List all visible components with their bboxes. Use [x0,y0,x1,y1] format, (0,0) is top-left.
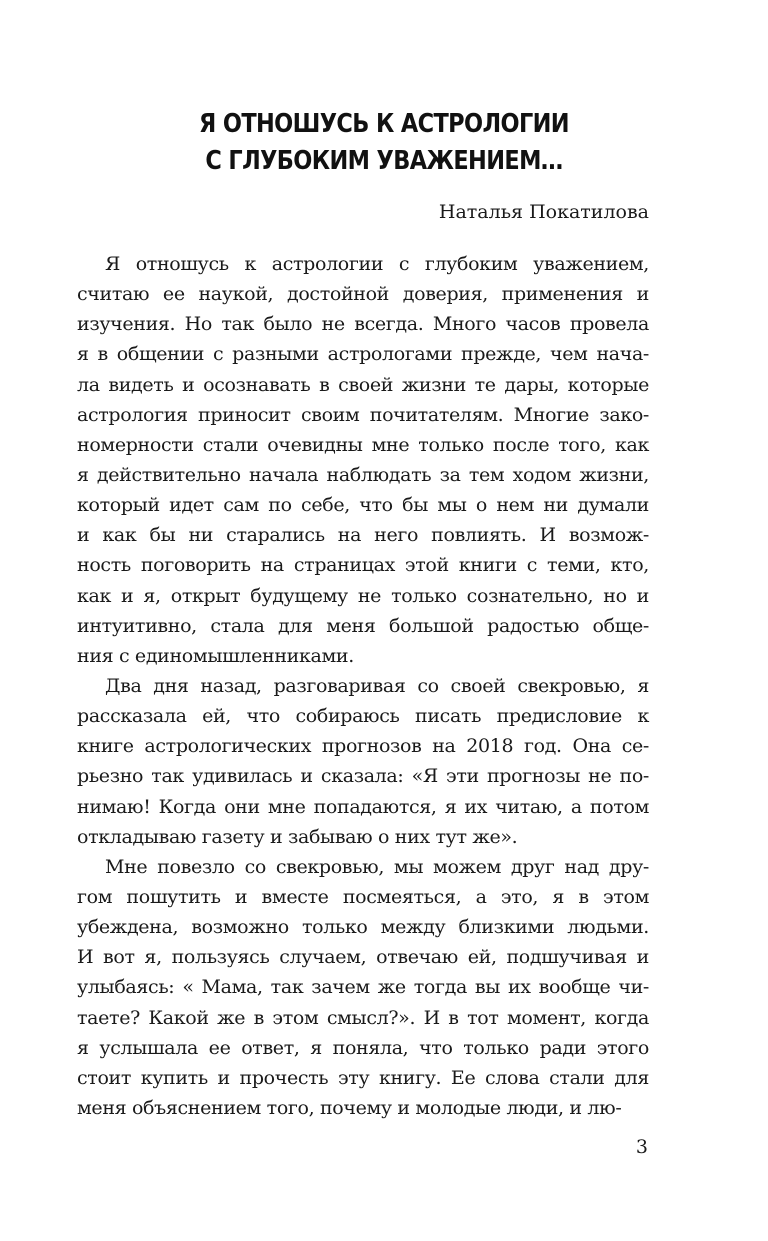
text-line: Мне повезло со свекровью, мы можем друг над дру- [105,855,649,878]
text-line: гом пошутить и вместе посмеяться, а это, я в этом [77,885,649,908]
text-line: нимаю! Когда они мне попадаются, я их читаю, а потом [77,795,649,818]
text-line: убеждена, возможно только между близкими людьми. [77,916,649,939]
text-line: ность поговорить на страницах этой книги с теми, кто, [77,554,649,577]
page-number: 3 [635,1136,648,1158]
paragraph [77,852,649,1123]
text-line: Два дня назад, разговаривая со своей свекровью, я [105,674,649,697]
text-line: стоит купить и прочесть эту книгу. Ее слова стали для [77,1066,649,1089]
text-line: изучения. Но так было не всегда. Много часов провела [77,313,649,336]
chapter-title-line-1: Я ОТНОШУСЬ К АСТРОЛОГИИ [199,109,569,139]
paragraph [77,249,649,671]
text-line: как и я, открыт будущему не только сознательно, но и [77,584,649,607]
text-line: я в общении с разными астрологами прежде, чем нача- [77,343,649,366]
text-line: таете? Какой же в этом смысл?». И в тот момент, когда [77,1006,649,1029]
text-line: рьезно так удивилась и сказала: «Я эти прогнозы не по- [77,765,649,788]
text-line: И вот я, пользуясь случаем, отвечаю ей, подшучивая и [77,946,649,969]
text-line: рассказала ей, что собираюсь писать предисловие к [77,705,649,728]
text-line: ния с единомышленниками. [77,644,354,667]
text-line: откладываю газету и забываю о них тут же». [77,825,518,848]
text-line: меня объяснением того, почему и молодые люди, и лю- [77,1096,622,1119]
text-line: я действительно начала наблюдать за тем ходом жизни, [77,463,649,486]
body-text [77,249,649,1123]
text-line: ла видеть и осознавать в своей жизни те дары, которые [77,373,649,396]
chapter-title [46,106,722,180]
text-line: книге астрологических прогнозов на 2018 год. Она се- [77,735,649,758]
author-name: Наталья Покатилова [438,201,649,223]
text-line: интуитивно, стала для меня большой радостью обще- [77,614,649,637]
text-line: улыбаясь: « Мама, так зачем же тогда вы их вообще чи- [77,976,649,999]
text-line: я услышала ее ответ, я поняла, что только ради этого [77,1036,649,1059]
chapter-title-line-2: С ГЛУБОКИМ УВАЖЕНИЕМ… [205,146,563,176]
paragraph [77,671,649,852]
text-line: астрология приносит своим почитателям. Многие зако- [77,403,649,426]
text-line: номерности стали очевидны мне только после того, как [77,433,649,456]
text-line: и как бы ни старались на него повлиять. И возмож- [77,524,649,547]
text-line: который идет сам по себе, что бы мы о нем ни думали [77,494,649,517]
text-line: Я отношусь к астрологии с глубоким уважением, [105,253,649,275]
text-line: считаю ее наукой, достойной доверия, применения и [77,283,649,306]
